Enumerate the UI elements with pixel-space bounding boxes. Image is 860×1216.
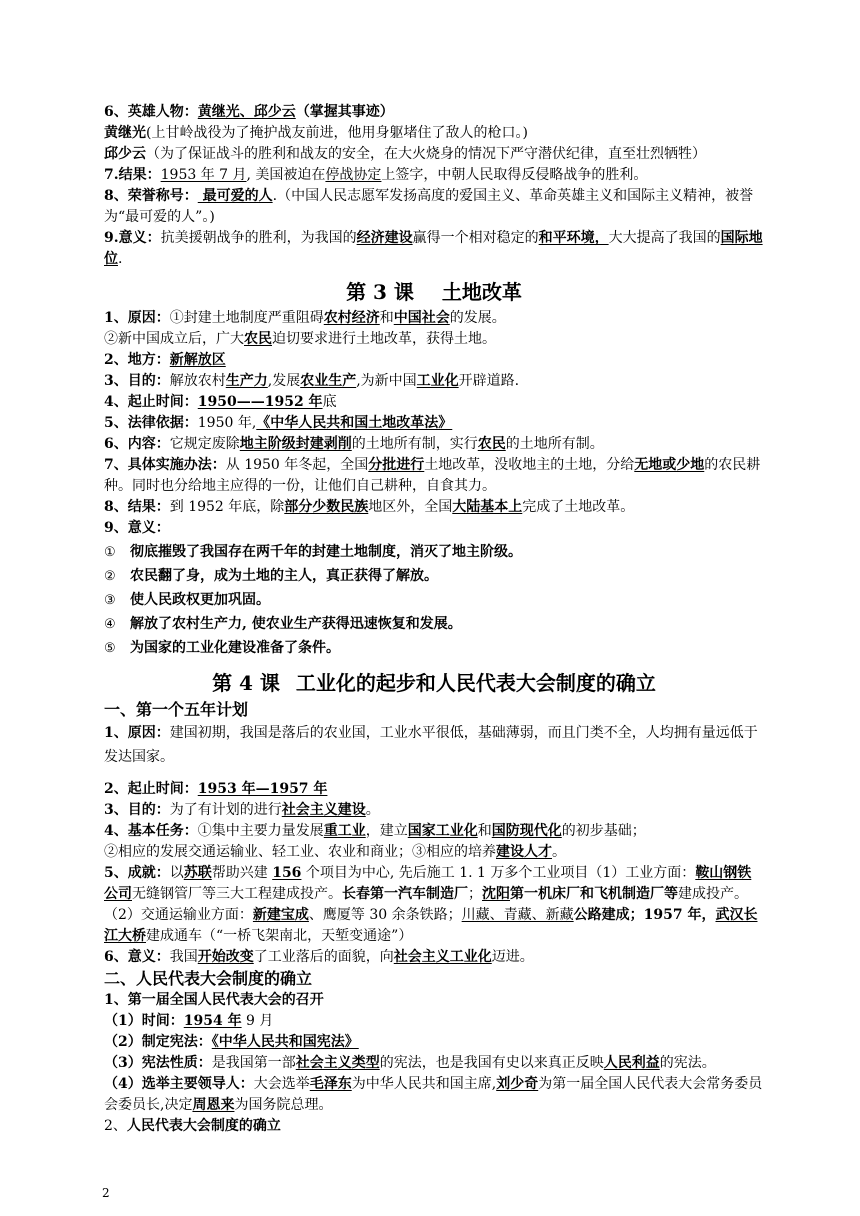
text-segment: .（中国人民志愿军发扬高度的爱国主义、革命英雄主义和国际主义精神，被誉为“最可爱的人”。) [104, 188, 754, 225]
lesson4-title [104, 669, 764, 697]
lesson3-body [104, 308, 764, 539]
key-term: 社会主义类型 [295, 1055, 380, 1071]
page-content [104, 102, 764, 1137]
text-segment: 第一机床厂和飞机制造厂等 [510, 886, 678, 902]
paragraph [104, 413, 764, 434]
paragraph [104, 721, 764, 769]
text-segment: 土地改革，没收地主的土地，分给 [424, 457, 635, 473]
text-segment: ,为新中国 [356, 373, 417, 389]
key-term: 分批进行 [368, 457, 425, 473]
text-segment: （3）宪法性质： [104, 1055, 212, 1071]
key-term: 川藏、青藏、新藏 [461, 907, 574, 923]
text-segment: (上甘岭战役为了掩护战友前进，他用身躯堵住了敌人的枪口。) [146, 125, 528, 141]
text-segment: 6、意义： [104, 949, 170, 965]
text-segment: 黄继光 [104, 125, 146, 141]
key-term: 新解放区 [169, 352, 226, 368]
text-segment: 的初步基础； [561, 823, 646, 839]
paragraph [104, 518, 764, 539]
key-term: 社会主义建设 [281, 802, 366, 818]
paragraph [104, 1011, 764, 1032]
key-term: 无地或少地 [634, 457, 705, 473]
text-segment: 建国初期，我国是落后的农业国，工业水平很低，基础薄弱，而且门类不全，人均拥有量远低于发达国家。 [104, 725, 758, 765]
key-term: 黄继光、邱少云 [197, 104, 296, 120]
key-term: 农业生产 [300, 373, 357, 389]
text-segment: 是我国第一部 [211, 1055, 296, 1071]
text-segment: 7.结果： [104, 167, 161, 183]
key-term: 武汉长江大桥 [104, 907, 758, 944]
text-segment: 公路 [573, 907, 602, 923]
significance-item [104, 614, 764, 635]
key-term: 国际地位 [104, 230, 763, 267]
lesson3-title [104, 278, 764, 306]
text-segment: 3、目的： [104, 802, 170, 818]
text-segment: 完成了土地改革。 [522, 499, 635, 515]
text-segment: 2、地方： [104, 352, 170, 368]
significance-item [104, 566, 764, 587]
npc-system-body [104, 990, 764, 1137]
paragraph [104, 434, 764, 455]
paragraph [104, 1053, 764, 1074]
key-term: 人民利益 [603, 1055, 660, 1071]
text-segment: 5、法律依据： [104, 415, 198, 431]
paragraph [104, 990, 764, 1011]
paragraph [104, 842, 764, 863]
text-segment: 的宪法。 [659, 1055, 716, 1071]
lesson3-significance-list [104, 542, 764, 659]
paragraph [104, 329, 764, 350]
text-segment: 无缝钢管厂等三大工程建成投产。 [132, 886, 342, 902]
text-segment: 2、起止时间： [104, 781, 198, 797]
key-term: 《中华人民共和国宪法》 [211, 1034, 359, 1050]
text-segment: ②新中国成立后，广大 [104, 331, 244, 347]
lesson4-title-number: 第 4 课 [212, 671, 280, 695]
text-segment: 6、英雄人物： [104, 104, 198, 120]
text-segment: 的土地所有制，实行 [351, 436, 478, 452]
key-term: 生产力 [225, 373, 268, 389]
key-term: 经济建设 [356, 230, 413, 246]
key-term: 《中华人民共和国土地改革法》 [256, 415, 453, 431]
item-text: 为国家的工业化建设准备了条件。 [130, 640, 340, 656]
paragraph [104, 821, 764, 842]
text-segment: （为了保证战斗的胜利和战友的安全，在大火烧身的情况下严守潜伏纪律，直至壮烈牺牲） [146, 146, 706, 162]
key-term: 部分少数民族 [284, 499, 369, 515]
text-segment: （掌握其事迹） [295, 104, 394, 120]
key-term: 国家工业化 [407, 823, 478, 839]
key-term: 工业化 [416, 373, 459, 389]
paragraph [104, 1116, 764, 1137]
korean-war-section [104, 102, 764, 270]
key-term: 大陆基本上 [452, 499, 523, 515]
text-segment: 了工业落后的面貌，向 [253, 949, 394, 965]
text-segment: ①集中主要力量发展 [197, 823, 324, 839]
text-segment: 1、原因： [104, 310, 170, 326]
significance-item [104, 542, 764, 563]
text-segment: 为了有计划的进行 [169, 802, 282, 818]
text-segment: 和 [477, 823, 492, 839]
key-term: 国防现代化 [491, 823, 562, 839]
text-segment: 地区外，全国 [368, 499, 453, 515]
paragraph [104, 1032, 764, 1053]
page-number: 2 [102, 1186, 110, 1200]
item-number: ③ [104, 593, 116, 608]
text-segment: ②相应的发展交通运输业、轻工业、农业和商业；③相应的培养 [104, 844, 496, 860]
key-term: 建设人才 [496, 844, 552, 860]
text-segment: . [118, 251, 123, 267]
item-text: 农民翻了身，成为土地的主人，真正获得了解放。 [130, 568, 438, 584]
paragraph [104, 497, 764, 518]
text-segment: 迈进。 [491, 949, 534, 965]
text-segment: 大会选举 [253, 1076, 310, 1092]
text-segment: 解放农村 [169, 373, 226, 389]
key-term: 沈阳 [482, 886, 510, 902]
item-number: ⑤ [104, 641, 116, 656]
text-segment: 长春第一汽车制造厂 [342, 886, 468, 902]
key-term: 1954 年 [183, 1013, 242, 1029]
key-term: 周恩来 [192, 1097, 235, 1113]
text-segment: 到 1952 年底，除 [169, 499, 285, 515]
text-segment: 为中华人民共和国主席, [351, 1076, 497, 1092]
paragraph [104, 371, 764, 392]
text-segment: 为国务院总理。 [234, 1097, 333, 1113]
text-segment: ,发展 [267, 373, 301, 389]
text-segment: 9.意义： [104, 230, 161, 246]
key-term: 1953 年—1957 年 [197, 781, 328, 797]
key-term: 新建宝成 [252, 907, 309, 923]
text-segment: 9、意义： [104, 520, 170, 536]
paragraph [104, 800, 764, 821]
text-segment: 帮助兴建 [211, 865, 273, 881]
text-segment: 8、荣誉称号： [104, 188, 198, 204]
significance-item [104, 638, 764, 659]
text-segment: 3、目的： [104, 373, 170, 389]
key-term: 社会主义工业化 [393, 949, 492, 965]
key-term: 农村经济 [323, 310, 380, 326]
npc-system-heading: 二、人民代表大会制度的确立 [104, 969, 313, 988]
text-segment: 我国 [169, 949, 198, 965]
text-segment: 上签字，中朝人民取得反侵略战争的胜利。 [381, 167, 648, 183]
text-segment: 。 [365, 802, 380, 818]
key-term: 开始改变 [197, 949, 254, 965]
key-term: 1950——1952 年 [197, 394, 323, 410]
paragraph [104, 123, 764, 144]
text-segment: 建成通车（“一桥飞架南北，天堑变通途”） [146, 928, 413, 944]
text-segment: 底 [322, 394, 337, 410]
paragraph [104, 102, 764, 123]
key-term: 重工业 [323, 823, 366, 839]
text-segment: 1、第一届全国人民代表大会的召开 [104, 992, 324, 1008]
paragraph [104, 779, 764, 800]
item-number: ② [104, 569, 116, 584]
text-segment: 2、 [104, 1118, 127, 1134]
text-segment: 个项目为中心, 先后施工 1. 1 万多个工业项目（1）工业方面： [301, 865, 696, 881]
item-number: ④ [104, 617, 116, 632]
text-segment: 、鹰厦等 30 余条铁路； [308, 907, 462, 923]
text-segment: 6、内容： [104, 436, 170, 452]
paragraph [104, 863, 764, 947]
paragraph [104, 308, 764, 329]
paragraph [104, 455, 764, 497]
text-segment: 抗美援朝战争的胜利，为我国的 [160, 230, 357, 246]
text-segment: 开辟道路. [458, 373, 520, 389]
item-text: 使人民政权更加巩固。 [130, 592, 270, 608]
text-segment: ①封建土地制度严重阻碍 [169, 310, 324, 326]
key-term: 农民 [244, 331, 272, 347]
text-segment: 它规定废除 [169, 436, 240, 452]
text-segment: 4、起止时间： [104, 394, 198, 410]
paragraph [104, 228, 764, 270]
five-year-plan-body [104, 721, 764, 968]
text-segment: 从 1950 年冬起，全国 [225, 457, 369, 473]
text-segment: 以 [169, 865, 184, 881]
text-segment: 邱少云 [104, 146, 146, 162]
lesson3-title-name: 土地改革 [441, 280, 522, 304]
key-term: 毛泽东 [309, 1076, 352, 1092]
text-segment: 建成投产。（2）交通运输业方面： [104, 886, 748, 923]
paragraph [104, 186, 764, 228]
text-segment: 的土地所有制。 [505, 436, 604, 452]
key-term: 地主阶级封建剥削 [239, 436, 352, 452]
key-term: 苏联 [183, 865, 212, 881]
key-term: 最可爱的人 [197, 188, 273, 204]
paragraph [104, 350, 764, 371]
text-segment: 人民代表大会制度的确立 [126, 1118, 281, 1134]
text-segment: 7、具体实施办法： [104, 457, 226, 473]
text-segment: （1）时间： [104, 1013, 184, 1029]
text-segment: 为第一届全国人民代表大会常务委员会委员长,决定 [104, 1076, 763, 1113]
paragraph [104, 392, 764, 413]
text-segment: 赢得一个相对稳定的 [412, 230, 539, 246]
key-term: 农民 [477, 436, 506, 452]
text-segment: 大大提高了我国的 [608, 230, 721, 246]
text-segment: 迫切要求进行土地改革，获得土地。 [272, 331, 496, 347]
text-segment: 8、结果： [104, 499, 170, 515]
text-segment: ，建立 [365, 823, 408, 839]
text-segment: 。 [552, 844, 566, 860]
text-segment: 的发展。 [449, 310, 506, 326]
item-text: 彻底摧毁了我国存在两千年的封建土地制度，消灭了地主阶级。 [130, 544, 522, 560]
text-segment: 1、原因： [104, 725, 170, 741]
text-segment: 5、成就： [104, 865, 170, 881]
text-segment: （4）选举主要领导人： [104, 1076, 254, 1092]
text-segment: 4、基本任务： [104, 823, 198, 839]
five-year-plan-heading: 一、第一个五年计划 [104, 700, 249, 719]
paragraph [104, 165, 764, 186]
text-segment: （2）制定宪法： [104, 1034, 212, 1050]
key-term: 鞍山钢铁公司 [104, 865, 752, 902]
text-segment: ； [468, 886, 482, 902]
key-term: 156 [272, 865, 302, 881]
text-segment: 的农民耕种。同时也分给地主应得的一份，让他们自己耕种，自食其力。 [104, 457, 761, 494]
paragraph [104, 947, 764, 968]
key-term: 1953 年 7 月 [160, 167, 247, 183]
lesson4-title-name: 工业化的起步和人民代表大会制度的确立 [295, 671, 656, 695]
text-segment: 和 [379, 310, 394, 326]
item-text: 解放了农村生产力, 使农业生产获得迅速恢复和发展。 [130, 616, 462, 632]
paragraph [104, 144, 764, 165]
lesson3-title-number: 第 3 课 [346, 280, 414, 304]
paragraph [104, 1074, 764, 1116]
text-segment: 9 月 [241, 1013, 274, 1029]
key-term: 中国社会 [393, 310, 450, 326]
text-segment: 建成；1957 年， [601, 907, 716, 923]
key-term: 刘少奇 [496, 1076, 539, 1092]
key-term: 和平环境， [538, 230, 609, 246]
text-segment: 1950 年, [197, 415, 257, 431]
text-segment: 的宪法，也是我国有史以来真正反映 [379, 1055, 604, 1071]
significance-item [104, 590, 764, 611]
item-number: ① [104, 545, 116, 560]
key-term: 停战协定 [325, 167, 382, 183]
text-segment: , 美国被迫在 [246, 167, 326, 183]
